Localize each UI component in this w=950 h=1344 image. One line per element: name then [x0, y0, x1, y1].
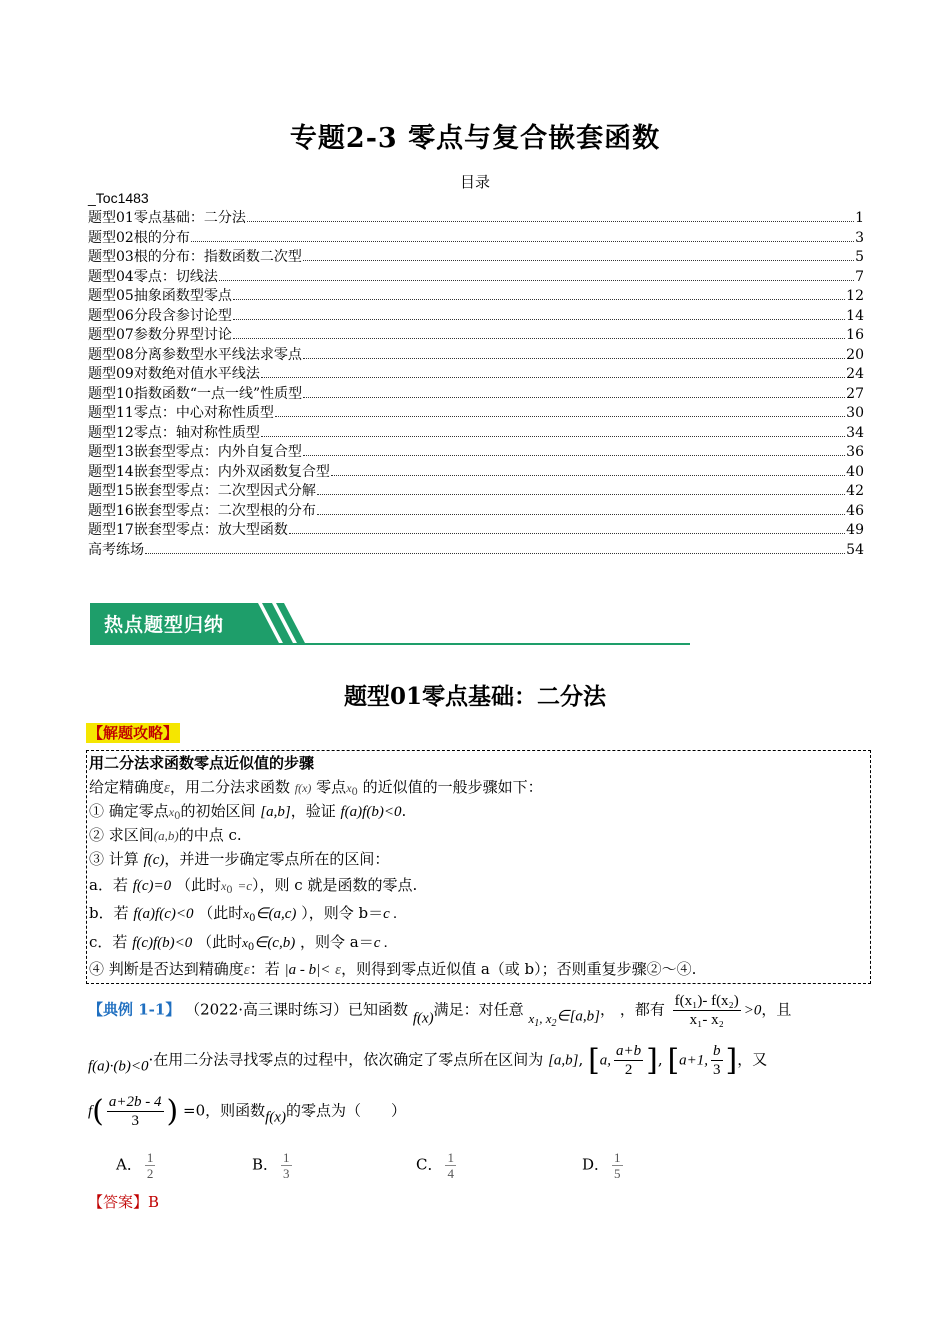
banner-label: 热点题型归纳 — [104, 614, 225, 636]
strategy-tag: 【解题攻略】 — [88, 724, 179, 742]
document-title: 专题2-3 零点与复合嵌套函数 — [289, 123, 661, 154]
choice-b[interactable]: B． $\frac{1}{3}$ — [252, 1150, 290, 1181]
section-banner — [90, 603, 690, 645]
method-intro: 给定精确度ε，用二分法求函数 f(x) 零点$x_0$ 的近似值的一般步骤如下： — [89, 778, 543, 798]
toc-entry[interactable]: 题型10指数函数“一点一线”性质型 27 — [88, 385, 864, 402]
toc-heading: 目录 — [459, 173, 490, 191]
toc-entry[interactable]: 题型02根的分布 3 — [88, 229, 864, 246]
toc-entry[interactable]: 题型12零点：轴对称性质型 34 — [88, 424, 864, 441]
section-title: 题型01零点基础：二分法 — [343, 683, 606, 710]
example-line-1: 【典例 1-1】 （2022·高三课时练习）已知函数 f(x)满足：对任意 $x_1$, $x_2\in[a,b]$， ，都有 $\frac{\text{f(x₁)- f(x₂)}}{\text{x₁- x₂}}$ >0，且 — [88, 993, 792, 1029]
toc-entry[interactable]: 题型11零点：中心对称性质型 30 — [88, 405, 864, 421]
method-box — [86, 750, 871, 984]
method-case-c: c．若 f(c)f(b)<0 （此时$x_0\in(c,b)$ ，则令 a＝c . — [89, 933, 388, 953]
toc-entry[interactable]: 题型09对数绝对值水平线法 24 — [88, 366, 864, 382]
toc-entry[interactable]: 题型15嵌套型零点：二次型因式分解 42 — [88, 483, 864, 499]
choice-c[interactable]: C． $\frac{1}{4}$ — [416, 1150, 454, 1181]
method-case-a: a．若 f(c)=0 （此时$x_0 =c$），则 c 就是函数的零点. — [89, 876, 418, 896]
toc-entry[interactable]: 题型03根的分布：指数函数二次型 5 — [88, 249, 864, 265]
choice-d[interactable]: D． $\frac{1}{5}$ — [582, 1150, 621, 1181]
method-case-b: b．若 f(a)f(c)<0 （此时$x_0\in(a,c)$ ），则令 b＝c . — [89, 904, 398, 924]
toc-entry[interactable]: 题型06分段含参讨论型 14 — [88, 307, 864, 324]
answer: 【答案】B — [88, 1193, 160, 1211]
toc-entry[interactable]: 题型08分离参数型水平线法求零点 20 — [88, 346, 864, 363]
toc-entry[interactable]: 题型05抽象函数型零点 12 — [88, 288, 864, 304]
toc-entry[interactable]: 题型17嵌套型零点：放大型函数 49 — [88, 522, 864, 538]
table-of-contents — [88, 209, 864, 560]
method-heading: 用二分法求函数零点近似值的步骤 — [89, 754, 315, 772]
toc-anchor: _Toc1483 — [88, 190, 149, 206]
toc-entry[interactable]: 题型13嵌套型零点：内外自复合型 36 — [88, 444, 864, 460]
toc-entry[interactable]: 题型07参数分界型讨论 16 — [88, 327, 864, 343]
toc-entry[interactable]: 题型14嵌套型零点：内外双函数复合型 40 — [88, 463, 864, 480]
toc-entry[interactable]: 高考练场 54 — [88, 541, 864, 558]
toc-entry[interactable]: 题型04零点：切线法 7 — [88, 268, 864, 285]
method-step-4: ④ 判断是否达到精确度ε：若 |a - b|< ε，则得到零点近似值 a（或 b）；否则重复步骤②～④. — [89, 960, 697, 978]
choice-a[interactable]: A． $\frac{1}{2}$ — [116, 1150, 154, 1181]
example-line-3: f( $\frac{a+2b - 4}{3}$ ) =0，则函数f(x)的零点为（ ） — [88, 1094, 406, 1129]
method-step-3: ③ 计算 f(c)，并进一步确定零点所在的区间： — [89, 850, 390, 868]
example-line-2: f(a)·(b)<0·在用二分法寻找零点的过程中，依次确定了零点所在区间为 [a,b], [a, $\frac{a+b}{2}$ ], [a+1, $\frac{b}{3}$ ]，又 — [88, 1043, 768, 1078]
method-step-2: ② 求区间(a,b)的中点 c. — [89, 826, 242, 844]
toc-entry[interactable]: 题型16嵌套型零点：二次型根的分布 46 — [88, 502, 864, 519]
method-step-1: ① 确定零点$x_0$的初始区间 [a,b]，验证 f(a)f(b)<0. — [89, 802, 407, 822]
example-tag: 【典例 1-1】 — [88, 1000, 181, 1019]
toc-entry[interactable]: 题型01零点基础：二分法 1 — [88, 210, 864, 226]
difference-quotient: $\frac{\text{f(x₁)- f(x₂)}}{\text{x₁- x₂}}$ — [674, 993, 739, 1028]
